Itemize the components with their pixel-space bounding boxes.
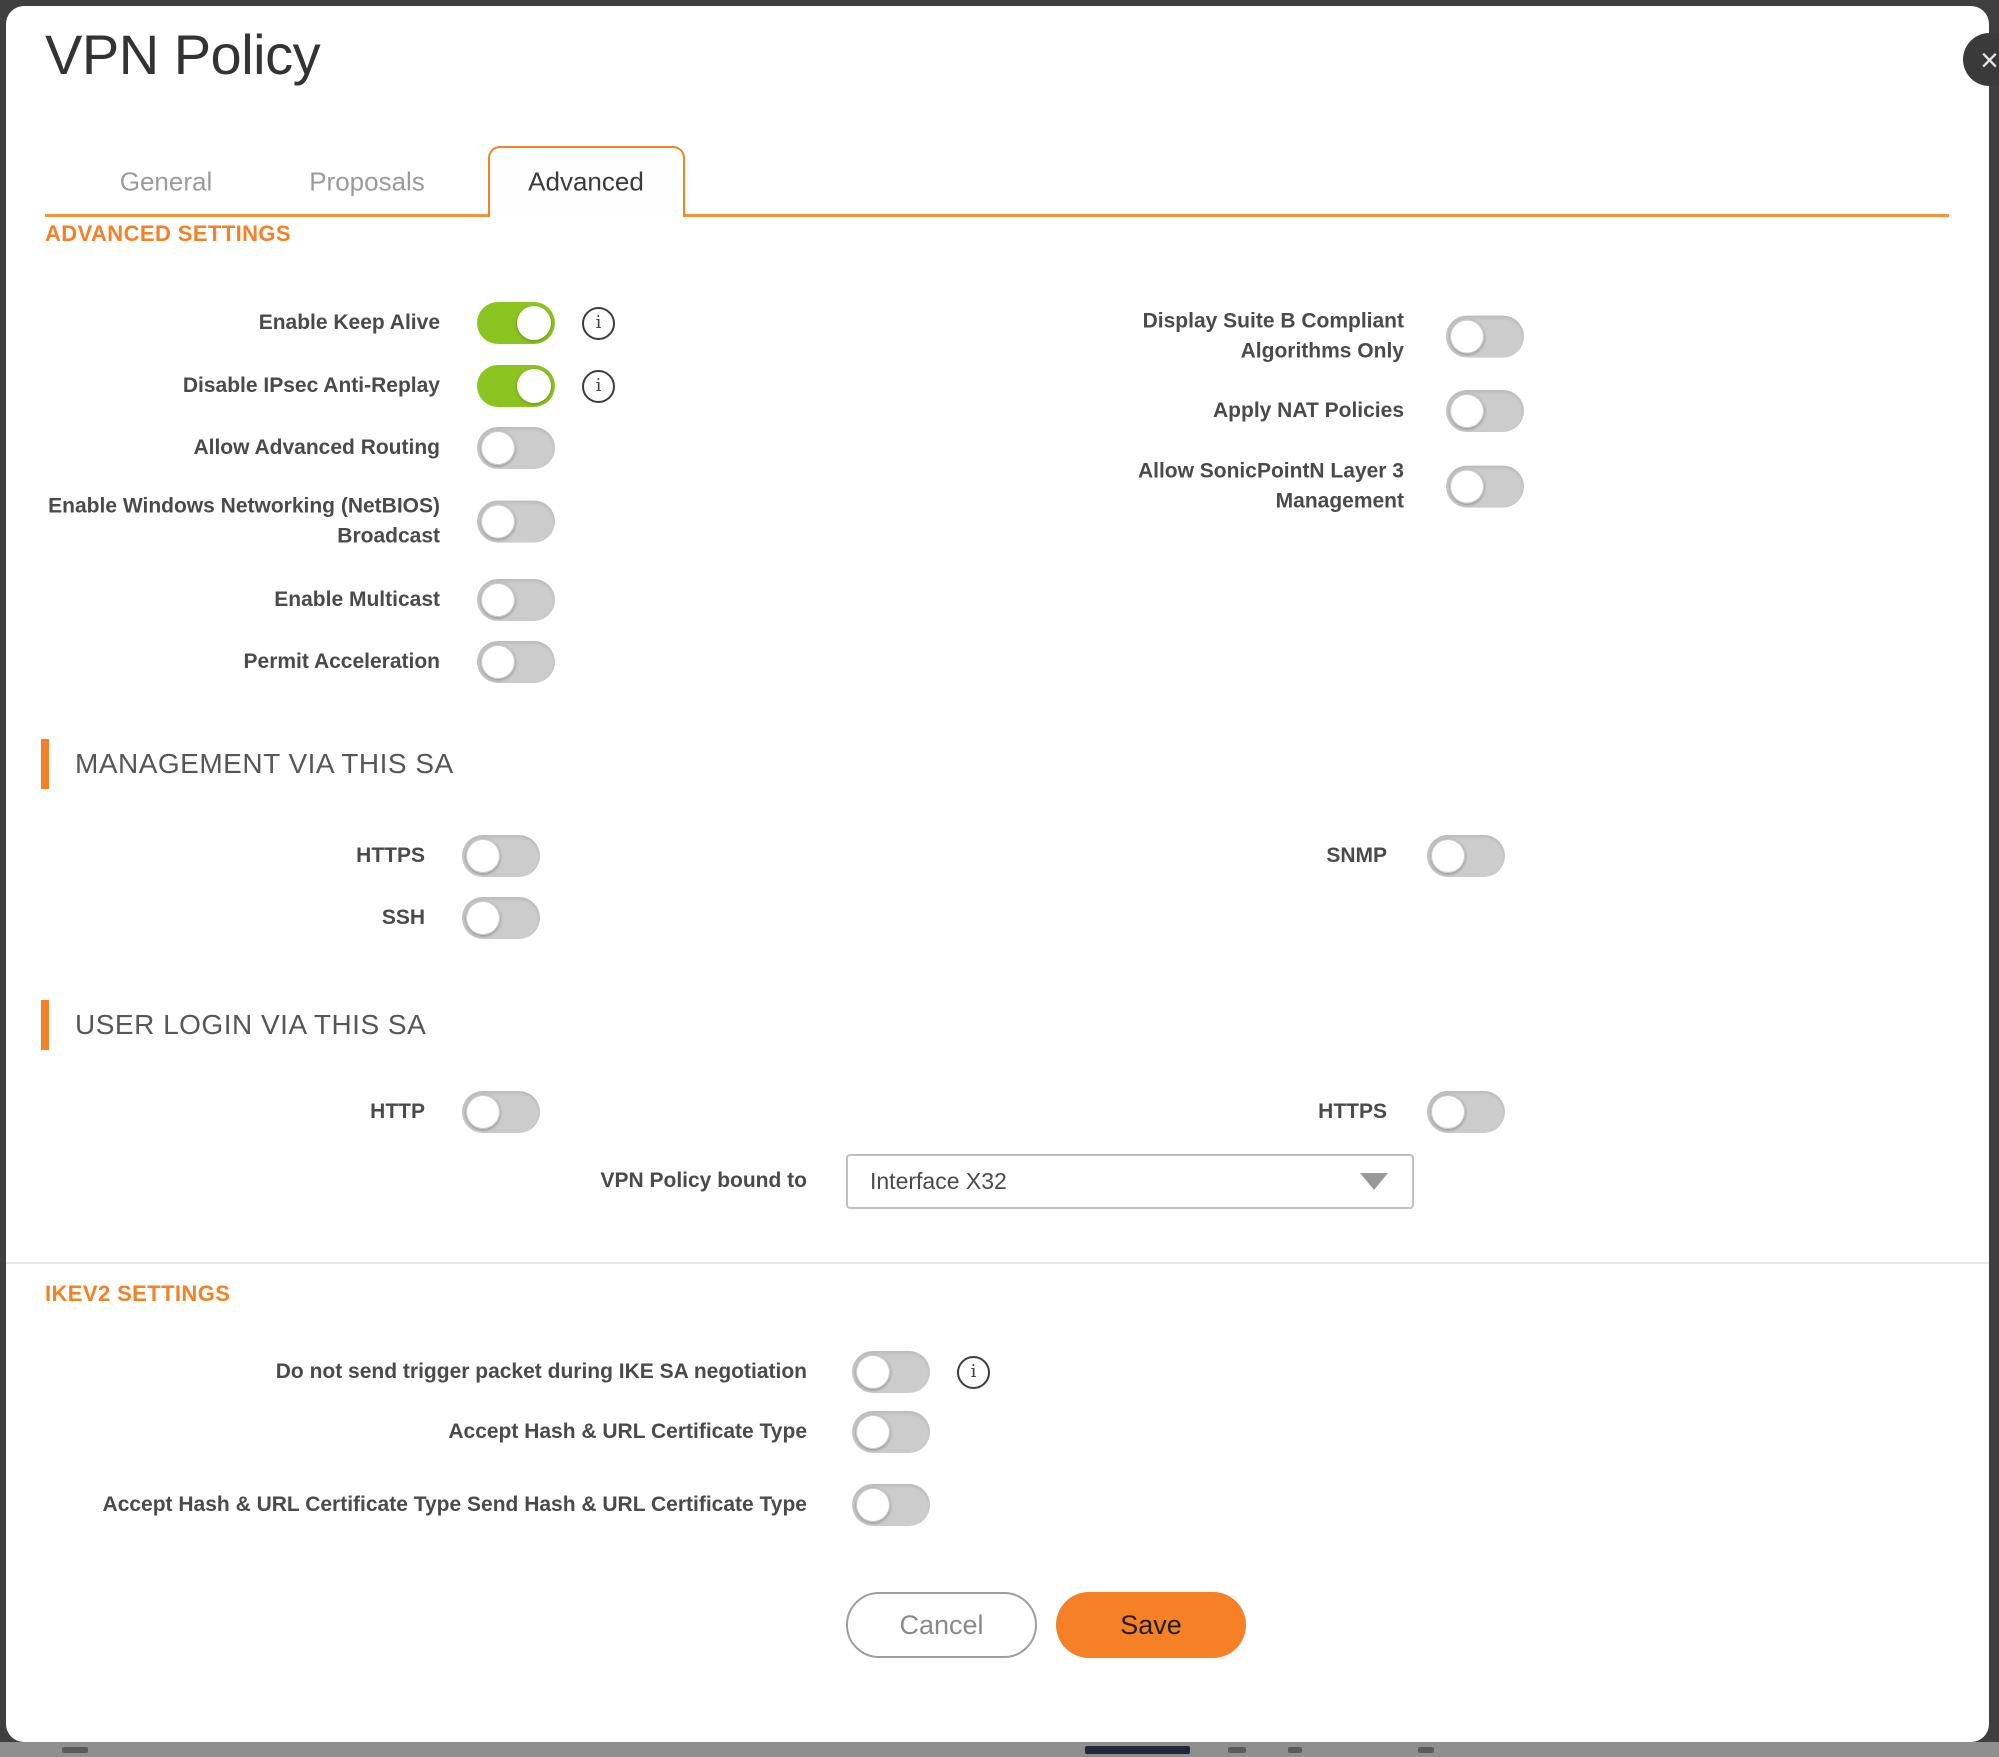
toggle-knob bbox=[856, 1355, 890, 1389]
section-accent-bar bbox=[41, 739, 49, 789]
save-button[interactable]: Save bbox=[1056, 1592, 1246, 1658]
setting-label: Apply NAT Policies bbox=[1213, 398, 1404, 422]
setting-label: Allow SonicPointN Layer 3 Management bbox=[1137, 459, 1404, 513]
setting-label: Permit Acceleration bbox=[243, 649, 440, 673]
setting-row bbox=[1062, 307, 1524, 368]
vpn-policy-bound-to-select[interactable] bbox=[846, 1154, 1414, 1209]
tab-proposals[interactable]: Proposals bbox=[309, 166, 425, 197]
toggle-ike-accept-hash-url[interactable] bbox=[852, 1411, 930, 1453]
setting-label: Do not send trigger packet during IKE SA negotiation bbox=[275, 1359, 807, 1383]
toggle-sonicpointn-layer3[interactable] bbox=[1446, 466, 1524, 508]
toggle-ike-no-trigger-packet[interactable] bbox=[852, 1351, 930, 1393]
section-accent-bar bbox=[41, 1000, 49, 1050]
close-icon: × bbox=[1980, 41, 1999, 78]
setting-label: HTTPS bbox=[356, 843, 425, 867]
setting-row bbox=[45, 427, 555, 469]
management-via-sa-heading: MANAGEMENT VIA THIS SA bbox=[41, 739, 454, 789]
info-icon[interactable]: i bbox=[582, 370, 615, 403]
setting-label: Accept Hash & URL Certificate Type bbox=[448, 1419, 807, 1443]
toggle-management-https[interactable] bbox=[462, 835, 540, 877]
toggle-knob bbox=[481, 645, 515, 679]
toggle-ike-accept-send-hash-url[interactable] bbox=[852, 1484, 930, 1526]
setting-label: HTTPS bbox=[1318, 1099, 1387, 1123]
setting-row bbox=[45, 1411, 930, 1453]
setting-row bbox=[45, 835, 540, 877]
toggle-management-snmp[interactable] bbox=[1427, 835, 1505, 877]
toggle-knob bbox=[466, 839, 500, 873]
toggle-knob bbox=[1450, 470, 1484, 504]
toggle-knob bbox=[481, 505, 515, 539]
toggle-user-login-http[interactable] bbox=[462, 1091, 540, 1133]
setting-label: SSH bbox=[381, 905, 425, 929]
toggle-knob bbox=[856, 1415, 890, 1449]
setting-row bbox=[45, 1484, 930, 1526]
setting-row bbox=[1062, 457, 1524, 518]
setting-label: Accept Hash & URL Certificate Type Send Hash & URL Certificate Type bbox=[102, 1492, 807, 1516]
info-icon[interactable]: i bbox=[582, 307, 615, 340]
toggle-management-ssh[interactable] bbox=[462, 897, 540, 939]
dialog-title: VPN Policy bbox=[45, 23, 321, 86]
setting-label: Enable Windows Networking (NetBIOS) Broadcast bbox=[48, 494, 440, 548]
setting-row bbox=[45, 492, 555, 553]
setting-label: Enable Multicast bbox=[274, 587, 440, 611]
setting-row bbox=[1062, 390, 1524, 432]
setting-row bbox=[1062, 1091, 1505, 1133]
tab-underline bbox=[45, 214, 1949, 217]
toggle-permit-acceleration[interactable] bbox=[477, 641, 555, 683]
setting-label: Enable Keep Alive bbox=[258, 310, 440, 334]
toggle-enable-keep-alive[interactable] bbox=[477, 302, 555, 344]
toggle-knob bbox=[1431, 839, 1465, 873]
selected-interface-value: Interface X32 bbox=[870, 1168, 1007, 1194]
toggle-knob bbox=[466, 1095, 500, 1129]
setting-label: Display Suite B Compliant Algorithms Only bbox=[1142, 309, 1404, 363]
setting-row bbox=[45, 579, 555, 621]
tab-advanced[interactable]: Advanced bbox=[528, 166, 644, 197]
info-icon[interactable]: i bbox=[957, 1356, 990, 1389]
setting-row bbox=[45, 1351, 990, 1393]
setting-label: HTTP bbox=[370, 1099, 425, 1123]
setting-row bbox=[45, 365, 615, 407]
setting-row bbox=[45, 641, 555, 683]
section-divider bbox=[6, 1262, 1989, 1264]
cancel-button[interactable]: Cancel bbox=[846, 1592, 1037, 1658]
setting-row bbox=[1062, 835, 1505, 877]
toggle-user-login-https[interactable] bbox=[1427, 1091, 1505, 1133]
background-page-fragment bbox=[1418, 1747, 1434, 1753]
toggle-knob bbox=[1450, 320, 1484, 354]
toggle-suite-b-algorithms[interactable] bbox=[1446, 316, 1524, 358]
background-page-fragment bbox=[1085, 1746, 1190, 1754]
toggle-knob bbox=[481, 583, 515, 617]
toggle-netbios-broadcast[interactable] bbox=[477, 501, 555, 543]
setting-label: Allow Advanced Routing bbox=[193, 435, 440, 459]
toggle-knob bbox=[1431, 1095, 1465, 1129]
toggle-knob bbox=[481, 431, 515, 465]
toggle-knob bbox=[517, 306, 551, 340]
background-page-fragment bbox=[1228, 1747, 1246, 1753]
toggle-apply-nat-policies[interactable] bbox=[1446, 390, 1524, 432]
toggle-enable-multicast[interactable] bbox=[477, 579, 555, 621]
toggle-knob bbox=[517, 369, 551, 403]
background-page-strip bbox=[0, 1742, 1999, 1757]
toggle-knob bbox=[856, 1488, 890, 1522]
setting-row bbox=[45, 897, 540, 939]
chevron-down-icon bbox=[1360, 1173, 1388, 1190]
ikev2-settings-heading: IKEV2 SETTINGS bbox=[45, 1281, 231, 1306]
toggle-knob bbox=[1450, 394, 1484, 428]
toggle-allow-advanced-routing[interactable] bbox=[477, 427, 555, 469]
advanced-settings-heading: ADVANCED SETTINGS bbox=[45, 221, 291, 246]
background-page-fragment bbox=[1288, 1747, 1302, 1753]
setting-row bbox=[45, 1091, 540, 1133]
setting-row bbox=[45, 302, 615, 344]
setting-label: Disable IPsec Anti-Replay bbox=[182, 373, 440, 397]
setting-label: SNMP bbox=[1326, 843, 1387, 867]
user-login-via-sa-heading: USER LOGIN VIA THIS SA bbox=[41, 1000, 426, 1050]
tab-general[interactable]: General bbox=[119, 166, 213, 197]
toggle-knob bbox=[466, 901, 500, 935]
background-page-fragment bbox=[62, 1747, 88, 1753]
toggle-disable-ipsec-anti-replay[interactable] bbox=[477, 365, 555, 407]
vpn-policy-bound-to-label: VPN Policy bound to bbox=[600, 1169, 807, 1192]
